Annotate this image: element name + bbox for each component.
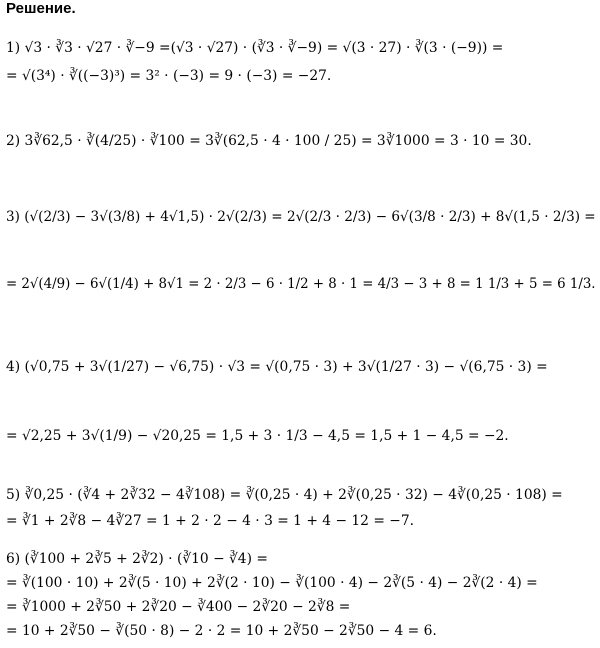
problem-6-line-1: 6) (∛100 + 2∛5 + 2∛2) · (∛10 − ∛4) = [6,551,268,567]
problem-4-line-1: 4) (√0,75 + 3√(1/27) − √6,75) · √3 = √(0,75 · 3) + 3√(1/27 · 3) − √(6,75 · 3) = [6,359,548,375]
problem-1-line-1: 1) √3 · ∛3 · √27 · ∛−9 =(√3 · √27) · (∛3 · ∛−9) = √(3 · 27) · ∛(3 · (−9)) = [6,40,504,56]
problem-5-line-1: 5) ∛0,25 · (∛4 + 2∛32 − 4∛108) = ∛(0,25 · 4) + 2∛(0,25 · 32) − 4∛(0,25 · 108) = [6,487,563,503]
problem-6-line-4: = 10 + 2∛50 − ∛(50 · 8) − 2 · 2 = 10 + 2∛50 − 2∛50 − 4 = 6. [6,623,437,639]
problem-3-line-2: = 2√(4/9) − 6√(1/4) + 8√1 = 2 · 2/3 − 6 · 1/2 + 8 · 1 = 4/3 − 3 + 8 = 1 1/3 + 5 = 6 1/3. [6,276,596,292]
problem-2-line-1: 2) 3∛62,5 · ∛(4/25) · ∛100 = 3∛(62,5 · 4 · 100 / 25) = 3∛1000 = 3 · 10 = 30. [6,133,532,149]
problem-6-line-3: = ∛1000 + 2∛50 + 2∛20 − ∛400 − 2∛20 − 2∛8 = [6,599,351,615]
problem-6-line-2: = ∛(100 · 10) + 2∛(5 · 10) + 2∛(2 · 10) − ∛(100 · 4) − 2∛(5 · 4) − 2∛(2 · 4) = [6,575,538,591]
problem-5-line-2: = ∛1 + 2∛8 − 4∛27 = 1 + 2 · 2 − 4 · 3 = 1 + 4 − 12 = −7. [6,513,415,529]
solution-title: Решение. [6,0,76,17]
problem-1-line-2: = √(3⁴) · ∛((−3)³) = 3² · (−3) = 9 · (−3) = −27. [6,68,332,84]
problem-4-line-2: = √2,25 + 3√(1/9) − √20,25 = 1,5 + 3 · 1/3 − 4,5 = 1,5 + 1 − 4,5 = −2. [6,428,509,444]
problem-3-line-1: 3) (√(2/3) − 3√(3/8) + 4√1,5) · 2√(2/3) = 2√(2/3 · 2/3) − 6√(3/8 · 2/3) + 8√(1,5 · 2/3) = [6,209,596,225]
